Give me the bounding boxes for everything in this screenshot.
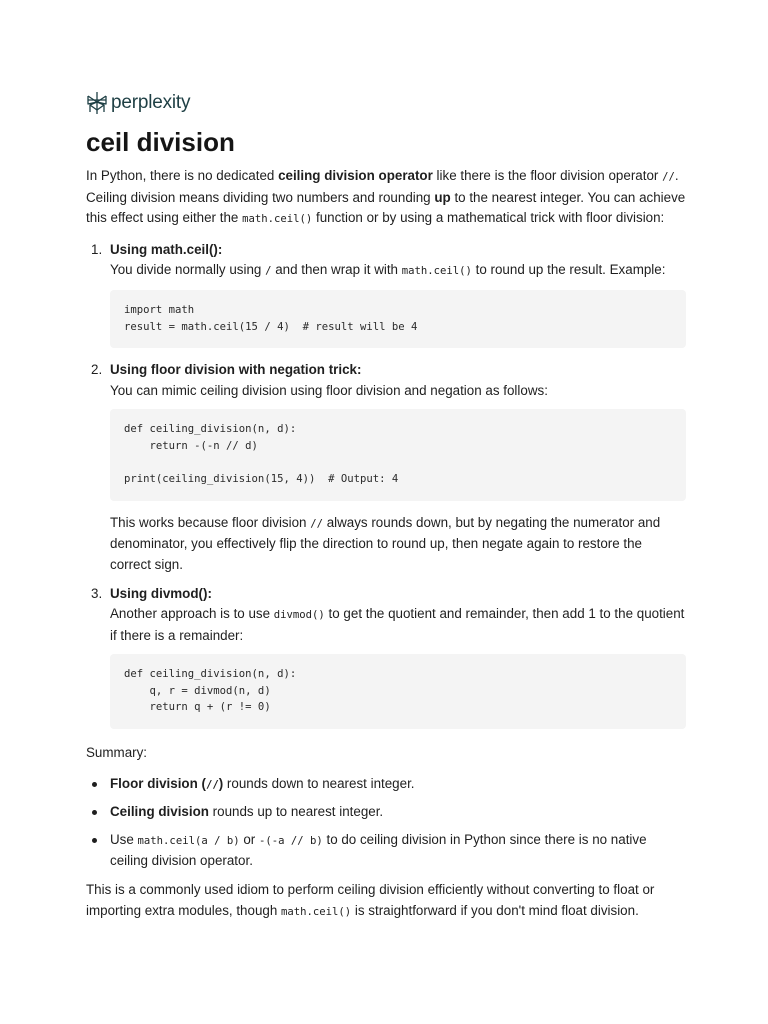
list-number: 2.: [91, 362, 103, 378]
method-title: Using divmod():: [110, 585, 212, 601]
method-item: [86, 360, 686, 575]
code-block[interactable]: import math result = math.ceil(15 / 4) # result will be 4: [110, 290, 686, 348]
list-item: Floor division (//) rounds down to nearest integer.: [86, 774, 686, 796]
method-description: You can mimic ceiling division using floor division and negation as follows:: [110, 382, 548, 398]
code-block[interactable]: def ceiling_division(n, d): return -(-n // d) print(ceiling_division(15, 4)) # Output: 4: [110, 409, 686, 500]
method-item: [86, 240, 686, 348]
summary-label: Summary:: [86, 745, 148, 761]
method-item: [86, 584, 686, 730]
summary-list: [86, 774, 686, 872]
list-number: 3.: [91, 585, 103, 601]
perplexity-logo-icon: [86, 91, 108, 115]
method-title: Using math.ceil():: [110, 241, 223, 257]
bullet-icon: [92, 782, 97, 787]
bullet-icon: [92, 810, 97, 815]
method-description: Another approach is to use divmod() to get the quotient and remainder, then add 1 to the quotient if there is a remainder:: [110, 606, 685, 643]
method-description: You divide normally using / and then wrap it with math.ceil() to round up the result. Example:: [110, 262, 666, 278]
bullet-icon: [92, 838, 97, 843]
method-title: Using floor division with negation trick:: [110, 362, 362, 378]
inline-code: math.ceil(): [242, 213, 313, 226]
brand-name: perplexity: [111, 91, 191, 113]
perplexity-logo: [86, 90, 686, 116]
list-item: Ceiling division rounds up to nearest integer.: [86, 802, 686, 823]
list-item: Use math.ceil(a / b) or -(-a // b) to do ceiling division in Python since there is no native ceiling division operator.: [86, 830, 686, 872]
page-title: ceil division: [86, 127, 235, 157]
code-block[interactable]: def ceiling_division(n, d): q, r = divmod(n, d) return q + (r != 0): [110, 654, 686, 729]
list-number: 1.: [91, 241, 103, 257]
method-list: [86, 240, 686, 729]
closing-paragraph: This is a commonly used idiom to perform ceiling division efficiently without converting to float or importing extra modules, though math.ceil() is straightforward if you don't mind float division.: [86, 882, 655, 918]
method-explanation: This works because floor division // always rounds down, but by negating the numerator and denominator, you effectively flip the direction to round up, then negate again to restore the correct sign.: [110, 514, 661, 572]
intro-paragraph: In Python, there is no dedicated ceiling division operator like there is the floor division operator //. Ceiling division means dividing two numbers and rounding up to the nearest integer. You can achieve this effect using either the math.ceil() function or by using a mathematical trick with floor division:: [86, 168, 686, 226]
inline-code: //: [662, 171, 675, 183]
answer-content: [86, 90, 686, 932]
